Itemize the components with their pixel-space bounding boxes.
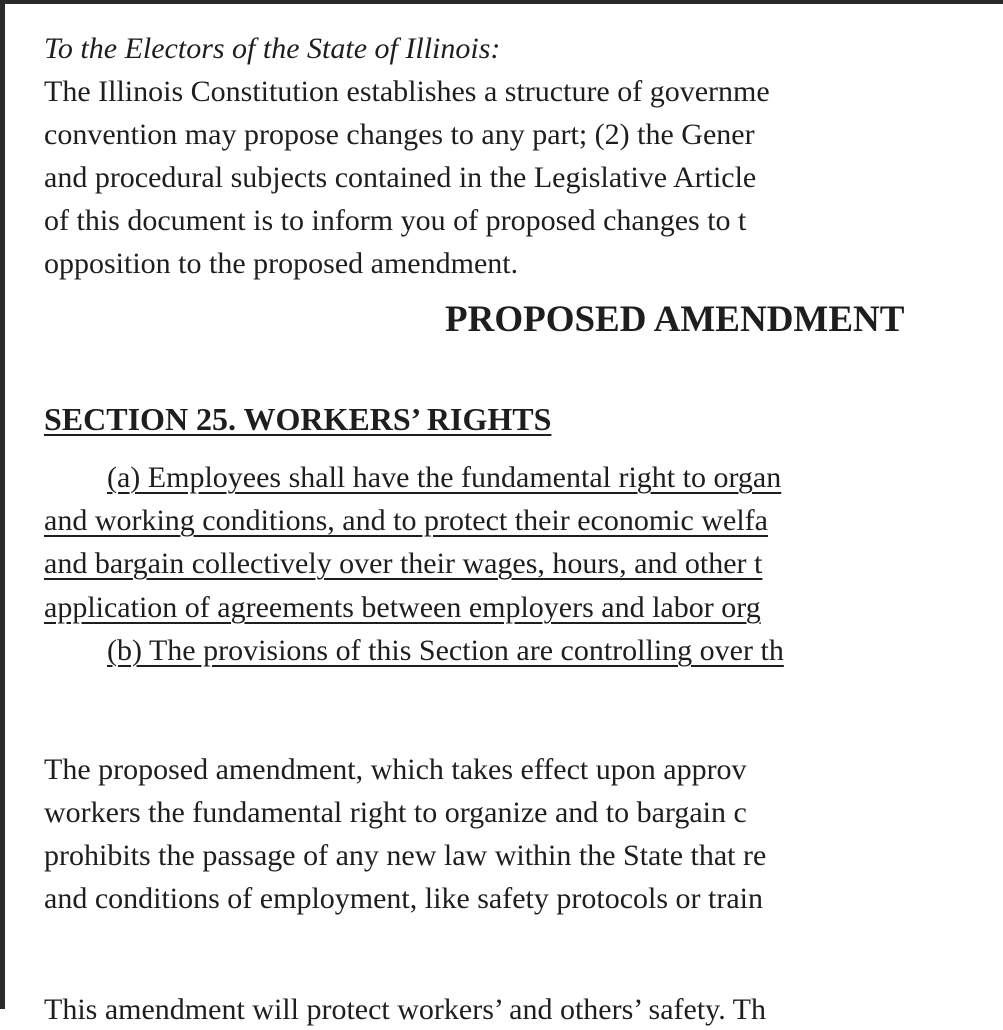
intro-line-3: and procedural subjects contained in the Legislative Article — [44, 161, 757, 194]
intro-line-4: of this document is to inform you of proposed changes to t — [44, 204, 747, 237]
explanation-line-1: The proposed amendment, which takes effect upon approv — [44, 753, 747, 786]
page-heading: PROPOSED AMENDMENT — [445, 299, 905, 340]
amendment-line-3: and bargain collectively over their wages, hours, and other t — [44, 547, 763, 580]
salutation: To the Electors of the State of Illinois: — [44, 32, 501, 65]
amendment-line-5: (b) The provisions of this Section are controlling over th — [107, 634, 784, 667]
explanation-line-2: workers the fundamental right to organize and to bargain c — [44, 796, 747, 829]
amendment-line-4: application of agreements between employers and labor org — [44, 591, 761, 624]
intro-line-5: opposition to the proposed amendment. — [44, 247, 519, 280]
intro-line-2: convention may propose changes to any part; (2) the Gener — [44, 118, 755, 151]
amendment-line-2: and working conditions, and to protect their economic welfa — [44, 504, 768, 537]
section-title: SECTION 25. WORKERS’ RIGHTS — [44, 401, 552, 437]
intro-line-1: The Illinois Constitution establishes a structure of governme — [44, 75, 770, 108]
closing-line: This amendment will protect workers’ and others’ safety. Th — [44, 993, 767, 1026]
amendment-line-1: (a) Employees shall have the fundamental right to organ — [107, 461, 782, 494]
explanation-line-3: prohibits the passage of any new law within the State that re — [44, 839, 767, 872]
explanation-line-4: and conditions of employment, like safety protocols or train — [44, 882, 764, 915]
